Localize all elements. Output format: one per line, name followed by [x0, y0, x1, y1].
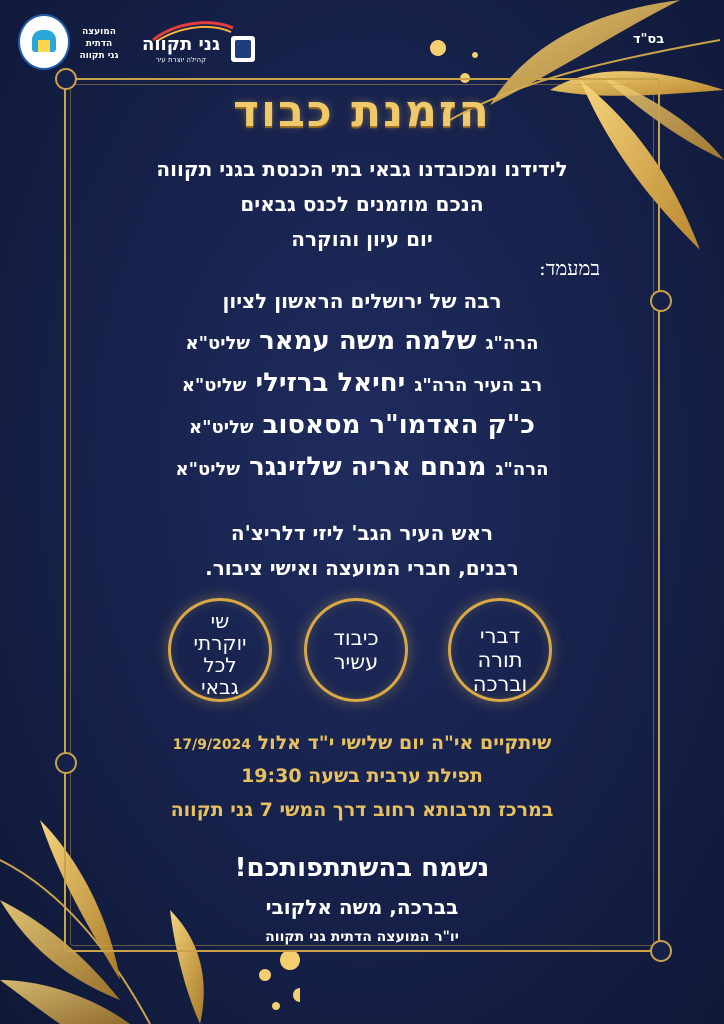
intro-line-2: הנכם מוזמנים לכנס גבאים	[240, 192, 484, 216]
rabbi1-name: שלמה משה עמאר	[259, 326, 477, 356]
rabbi1-suffix: שליט"א	[185, 333, 251, 354]
ganei-tikva-logo	[133, 20, 257, 70]
rabbi1-prefix: הרה"ג	[485, 333, 539, 354]
intro-line-1: לידידנו ומכובדנו גבאי בתי הכנסת בגני תקווה	[156, 157, 568, 181]
closing-signature-title: יו"ר המועצה הדתית גני תקווה	[265, 929, 459, 945]
program-torah-line1: דברי	[479, 624, 521, 648]
logo-city-sub: קהילה יוצרת עיר	[155, 56, 207, 64]
religious-council-logo	[18, 14, 126, 74]
bsd-label: בס"ד	[633, 32, 665, 47]
council-logo-line1: המועצה הדתית	[82, 27, 116, 49]
rabbi3-suffix: שליט"א	[188, 417, 254, 438]
rabbi4-line	[90, 452, 634, 482]
program-torah-line2: תורה	[477, 648, 523, 672]
program-gift-text	[168, 610, 272, 698]
rabbi2-suffix: שליט"א	[181, 375, 247, 396]
presence-label: במעמד:	[538, 256, 600, 280]
rabbi1-line	[90, 326, 634, 356]
council-logo-line2: גני תקווה	[79, 51, 119, 61]
closing-rejoice: נשמח בהשתתפותכם!	[234, 853, 490, 883]
program-torah-text	[448, 624, 552, 696]
program-refreshments-line2: עשיר	[333, 650, 379, 674]
event-when-text: שיתקיים אי"ה יום שלישי י"ד אלול	[257, 732, 552, 754]
guests-line-1: ראש העיר הגב' ליזי דלריצ'ה	[230, 521, 494, 545]
frame-curl-right	[650, 290, 672, 312]
council-emblem-icon	[18, 14, 70, 70]
rabbi4-prefix: הרה"ג	[495, 459, 549, 480]
frame-curl-left	[55, 752, 77, 774]
rabbi3-name: כ"ק האדמו"ר מסאסוב	[262, 410, 535, 440]
rabbi2-prefix: רב העיר הרה"ג	[414, 375, 543, 396]
program-gift-line4: גבאי	[201, 675, 239, 699]
rabbi4-suffix: שליט"א	[175, 459, 241, 480]
rabbi3-line	[90, 410, 634, 440]
rabbi1-title: רבה של ירושלים הראשון לציון	[222, 289, 502, 313]
rabbi2-line	[90, 368, 634, 398]
program-refreshments-text	[304, 626, 408, 674]
program-refreshments-line1: כיבוד	[333, 626, 379, 650]
event-when-line	[90, 732, 634, 754]
event-date: 17/9/2024	[172, 737, 252, 753]
event-prayer: תפילת ערבית בשעה 19:30	[241, 765, 483, 787]
rabbi2-name: יחיאל ברזילי	[255, 368, 406, 398]
program-gift-line1: שי	[210, 609, 230, 633]
program-torah-line3: וברכה	[472, 672, 528, 696]
program-gift-line3: לכל	[203, 653, 237, 677]
closing-regards: בברכה, משה אלקובי	[265, 895, 459, 919]
intro-line-3: יום עיון והוקרה	[291, 227, 433, 251]
event-location: במרכז תרבותא רחוב דרך המשי 7 גני תקווה	[170, 799, 554, 821]
frame-curl-bottom-right	[650, 940, 672, 962]
program-gift-line2: יוקרתי	[193, 631, 247, 655]
city-emblem-icon	[231, 36, 255, 62]
rabbi4-name: מנחם אריה שלזינגר	[249, 452, 487, 482]
guests-line-2: רבנים, חברי המועצה ואישי ציבור.	[205, 556, 519, 580]
invitation-title: הזמנת כבוד	[233, 86, 491, 137]
logo-city-name: גני תקווה	[141, 34, 221, 55]
